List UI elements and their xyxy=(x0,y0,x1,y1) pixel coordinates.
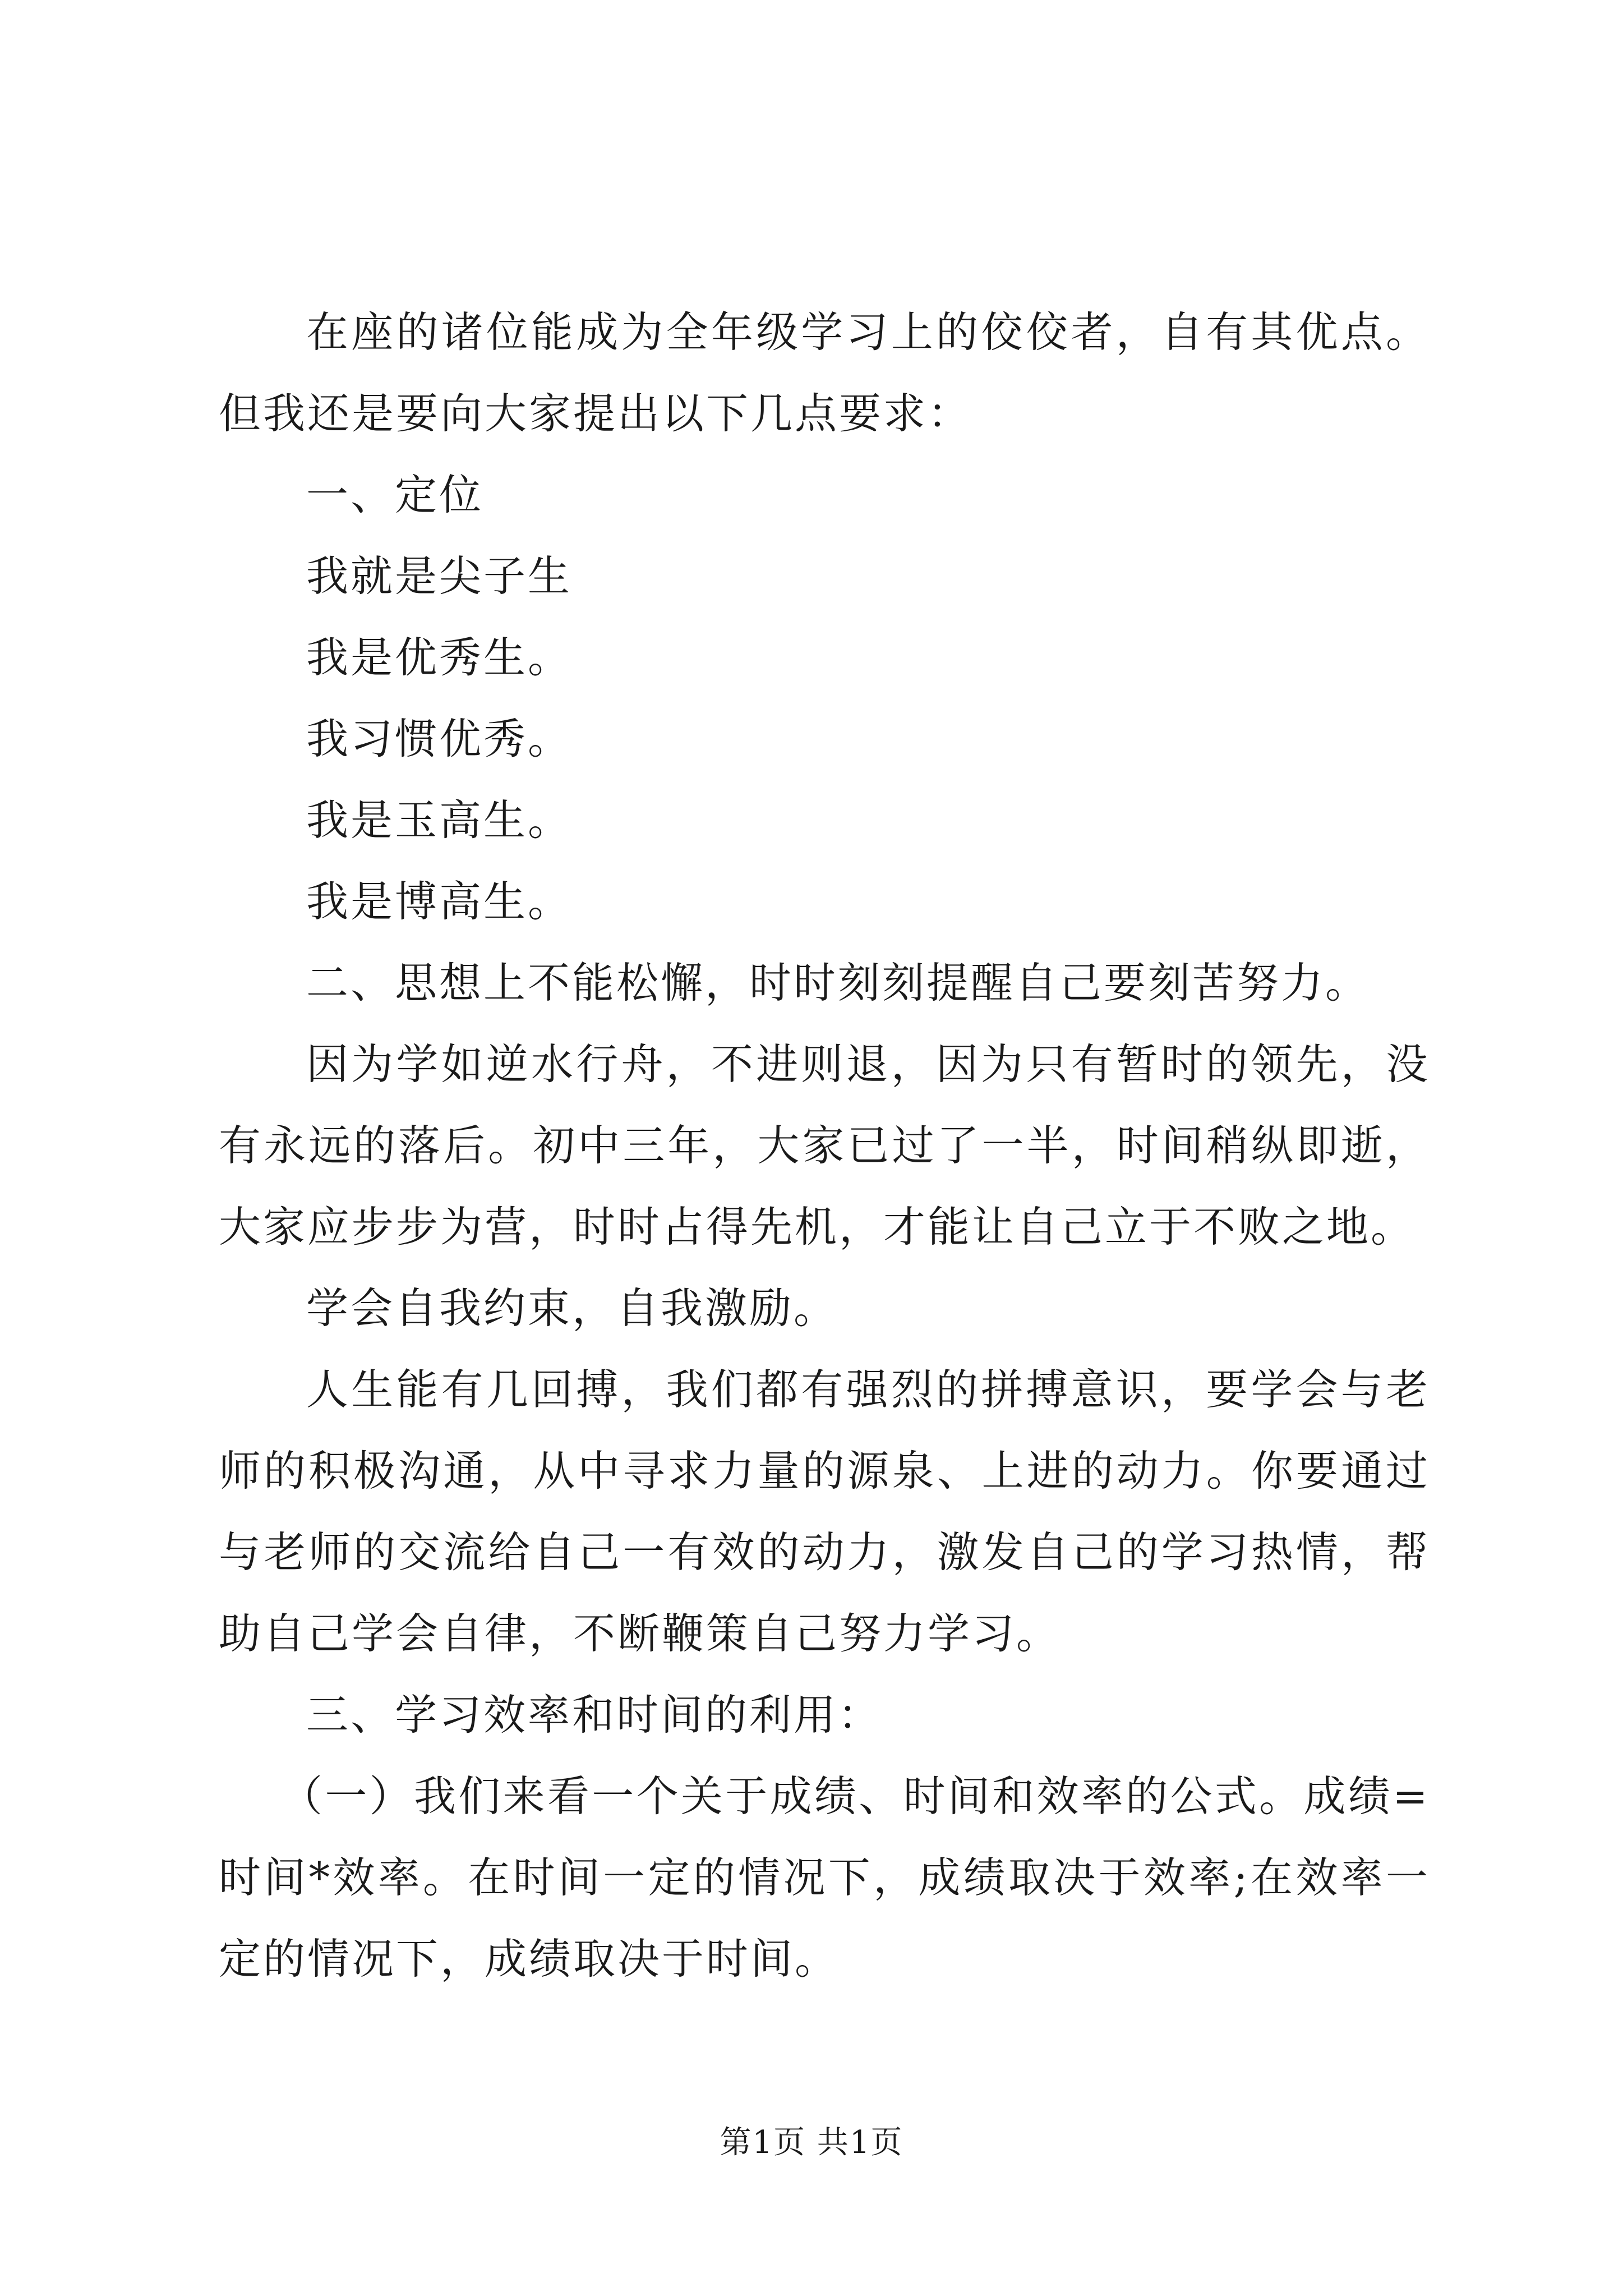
subheading: 学会自我约束，自我激励。 xyxy=(306,1283,838,1333)
paragraph-intro: 在座的诸位能成为全年级学习上的佼佼者，自有其优点。但我还是要向大家提出以下几点要求： xyxy=(219,307,1430,438)
heading-section-two: 二、思想上不能松懈，时时刻刻提醒自己要刻苦努力。 xyxy=(306,958,1370,1007)
statement-line: 我习惯优秀。 xyxy=(306,714,573,763)
page-number-footer: 第1页 共1页 xyxy=(720,2124,903,2161)
paragraph-body: 因为学如逆水行舟，不进则退，因为只有暂时的领先，没有永远的落后。初中三年，大家已过了一半，时间稍纵即逝，大家应步步为营，时时占得先机，才能让自己立于不败之地。 xyxy=(219,1039,1430,1251)
heading-section-one: 一、定位 xyxy=(306,470,484,519)
document-body xyxy=(219,292,1430,2000)
paragraph-body: 人生能有几回搏，我们都有强烈的拼搏意识，要学会与老师的积极沟通，从中寻求力量的源泉、上进的动力。你要通过与老师的交流给自己一有效的动力，激发自己的学习热情，帮助自己学会自律，不断鞭策自己努力学习。 xyxy=(219,1365,1430,1658)
statement-line: 我是博高生。 xyxy=(306,877,573,926)
heading-section-three: 三、学习效率和时间的利用： xyxy=(306,1690,883,1740)
statement-line: 我就是尖子生 xyxy=(306,551,573,601)
paragraph-formula: （一）我们来看一个关于成绩、时间和效率的公式。成绩=时间*效率。在时间一定的情况下，成绩取决于效率;在效率一定的情况下，成绩取决于时间。 xyxy=(219,1772,1430,1984)
statement-line: 我是优秀生。 xyxy=(306,633,573,682)
statement-line: 我是玉高生。 xyxy=(306,795,573,845)
